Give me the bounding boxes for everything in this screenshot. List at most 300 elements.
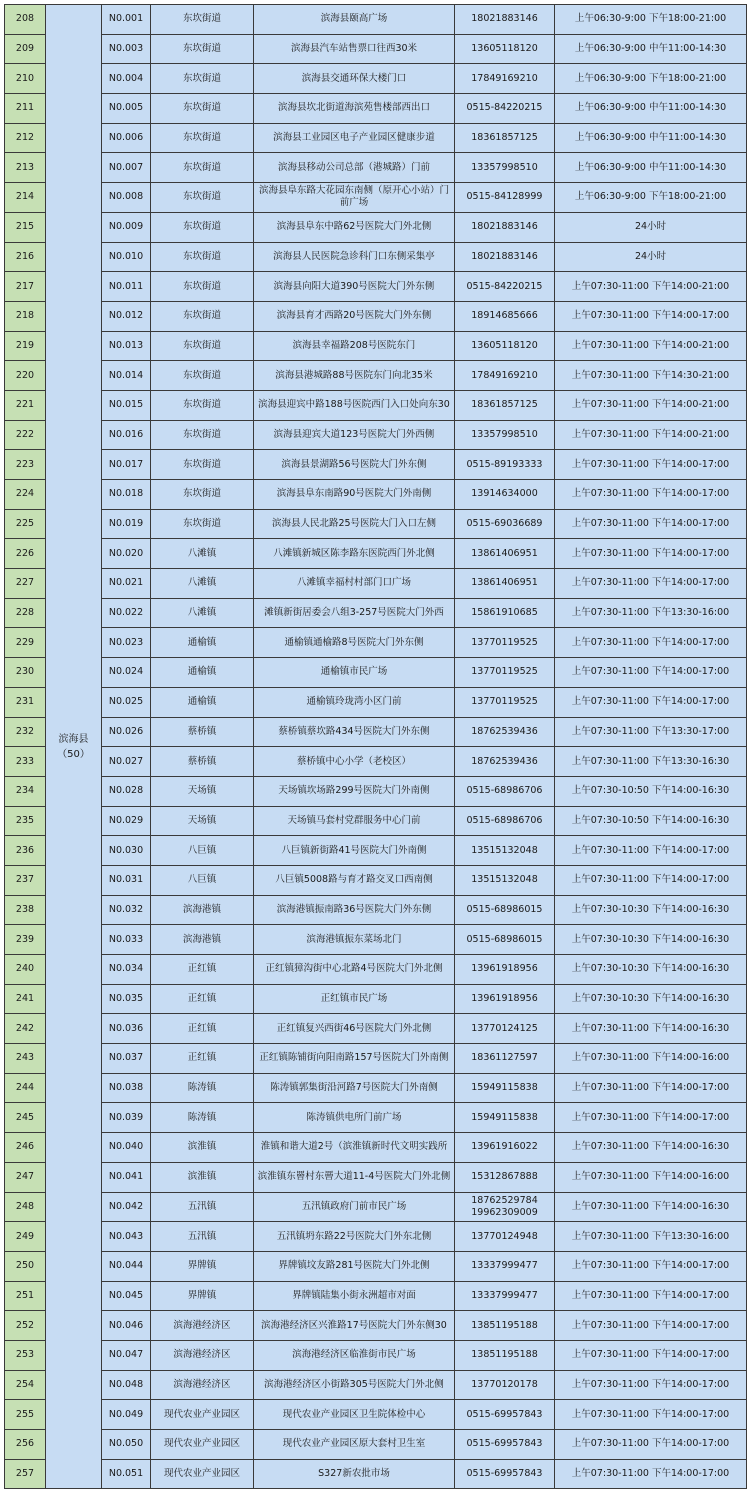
hours-cell: 上午07:30-11:00 下午14:00-17:00 <box>555 865 747 895</box>
phone-cell: 15861910685 <box>455 598 555 628</box>
town-cell: 现代农业产业园区 <box>151 1459 254 1489</box>
phone-cell: 13961916022 <box>455 1133 555 1163</box>
hours-cell: 上午07:30-11:00 下午14:00-17:00 <box>555 628 747 658</box>
site-address-cell: 现代农业产业园区原大套村卫生室 <box>254 1430 455 1460</box>
site-address-cell: 界牌镇陆集小街永洲超市对面 <box>254 1281 455 1311</box>
town-cell: 天场镇 <box>151 806 254 836</box>
row-index-cell: 213 <box>5 153 46 183</box>
table-row <box>5 747 747 777</box>
town-cell: 正红镇 <box>151 1014 254 1044</box>
table-row <box>5 955 747 985</box>
hours-cell: 上午07:30-11:00 下午14:00-17:00 <box>555 658 747 688</box>
town-cell: 东坎街道 <box>151 480 254 510</box>
site-code-cell: N0.042 <box>102 1192 151 1222</box>
site-code-cell: N0.043 <box>102 1222 151 1252</box>
row-index-cell: 248 <box>5 1192 46 1222</box>
hours-cell: 上午07:30-11:00 下午14:00-17:00 <box>555 1103 747 1133</box>
site-code-cell: N0.004 <box>102 64 151 94</box>
town-cell: 现代农业产业园区 <box>151 1430 254 1460</box>
site-address-cell: 滩镇新街居委会八组3-257号医院大门外西 <box>254 598 455 628</box>
site-code-cell: N0.035 <box>102 984 151 1014</box>
town-cell: 东坎街道 <box>151 390 254 420</box>
row-index-cell: 255 <box>5 1400 46 1430</box>
table-row <box>5 480 747 510</box>
table-body <box>5 5 747 1489</box>
row-index-cell: 234 <box>5 776 46 806</box>
sampling-site-table-container <box>4 4 746 1489</box>
row-index-cell: 233 <box>5 747 46 777</box>
table-row <box>5 687 747 717</box>
site-code-cell: N0.027 <box>102 747 151 777</box>
county-name: 滨海县 <box>58 733 89 745</box>
phone-cell: 13961918956 <box>455 955 555 985</box>
site-address-cell: 滨海县港城路88号医院东门向北35米 <box>254 361 455 391</box>
site-code-cell: N0.011 <box>102 272 151 302</box>
site-address-cell: 滨海县幸福路208号医院东门 <box>254 331 455 361</box>
hours-cell: 上午07:30-11:00 下午14:00-17:00 <box>555 1430 747 1460</box>
site-address-cell: 八滩镇新城区陈李路东医院西门外北侧 <box>254 539 455 569</box>
table-row <box>5 1222 747 1252</box>
table-row <box>5 64 747 94</box>
table-row <box>5 836 747 866</box>
hours-cell: 上午07:30-11:00 下午14:00-16:30 <box>555 1014 747 1044</box>
row-index-cell: 240 <box>5 955 46 985</box>
hours-cell: 上午07:30-11:00 下午14:00-17:00 <box>555 1340 747 1370</box>
table-row <box>5 153 747 183</box>
site-address-cell: 通榆镇市民广场 <box>254 658 455 688</box>
town-cell: 陈涛镇 <box>151 1073 254 1103</box>
phone-cell: 15949115838 <box>455 1103 555 1133</box>
phone-cell: 13515132048 <box>455 865 555 895</box>
phone-cell: 0515-69957843 <box>455 1400 555 1430</box>
town-cell: 陈涛镇 <box>151 1103 254 1133</box>
table-row <box>5 34 747 64</box>
table-row <box>5 598 747 628</box>
phone-cell: 0515-84220215 <box>455 272 555 302</box>
phone-cell: 18361857125 <box>455 390 555 420</box>
hours-cell: 24小时 <box>555 212 747 242</box>
site-code-cell: N0.006 <box>102 123 151 153</box>
town-cell: 东坎街道 <box>151 212 254 242</box>
site-code-cell: N0.036 <box>102 1014 151 1044</box>
site-address-cell: 滨海港经济区小街路305号医院大门外北侧 <box>254 1370 455 1400</box>
site-code-cell: N0.045 <box>102 1281 151 1311</box>
site-code-cell: N0.007 <box>102 153 151 183</box>
hours-cell: 上午07:30-11:00 下午14:00-17:00 <box>555 1400 747 1430</box>
site-address-cell: 通榆镇玲珑湾小区门前 <box>254 687 455 717</box>
site-code-cell: N0.019 <box>102 509 151 539</box>
table-row <box>5 569 747 599</box>
site-address-cell: 正红镇陈铺街向阳南路157号医院大门外南侧 <box>254 1044 455 1074</box>
site-address-cell: 界牌镇坟友路281号医院大门外北侧 <box>254 1251 455 1281</box>
town-cell: 现代农业产业园区 <box>151 1400 254 1430</box>
table-row <box>5 1430 747 1460</box>
site-address-cell: 滨海县向阳大道390号医院大门外东侧 <box>254 272 455 302</box>
row-index-cell: 210 <box>5 64 46 94</box>
site-code-cell: N0.018 <box>102 480 151 510</box>
site-code-cell: N0.048 <box>102 1370 151 1400</box>
town-cell: 滨海港经济区 <box>151 1311 254 1341</box>
town-cell: 正红镇 <box>151 1044 254 1074</box>
table-row <box>5 1281 747 1311</box>
hours-cell: 24小时 <box>555 242 747 272</box>
row-index-cell: 221 <box>5 390 46 420</box>
hours-cell: 上午07:30-11:00 下午14:00-21:00 <box>555 390 747 420</box>
table-row <box>5 1251 747 1281</box>
phone-cell: 13770120178 <box>455 1370 555 1400</box>
site-address-cell: 滨海县人民医院急诊科门口东侧采集亭 <box>254 242 455 272</box>
site-code-cell: N0.033 <box>102 925 151 955</box>
table-row <box>5 984 747 1014</box>
row-index-cell: 230 <box>5 658 46 688</box>
hours-cell: 上午07:30-11:00 下午13:30-16:00 <box>555 1222 747 1252</box>
table-row <box>5 361 747 391</box>
hours-cell: 上午07:30-11:00 下午14:00-16:00 <box>555 1162 747 1192</box>
table-row <box>5 1370 747 1400</box>
town-cell: 滨海港经济区 <box>151 1370 254 1400</box>
site-code-cell: N0.040 <box>102 1133 151 1163</box>
hours-cell: 上午07:30-11:00 下午14:00-17:00 <box>555 1281 747 1311</box>
hours-cell: 上午07:30-11:00 下午14:30-21:00 <box>555 361 747 391</box>
town-cell: 东坎街道 <box>151 272 254 302</box>
phone-cell: 18762539436 <box>455 717 555 747</box>
town-cell: 东坎街道 <box>151 64 254 94</box>
phone-cell: 0515-69957843 <box>455 1430 555 1460</box>
town-cell: 界牌镇 <box>151 1281 254 1311</box>
site-code-cell: N0.050 <box>102 1430 151 1460</box>
town-cell: 东坎街道 <box>151 183 254 213</box>
site-address-cell: 滨海县汽车站售票口往西30米 <box>254 34 455 64</box>
town-cell: 八滩镇 <box>151 539 254 569</box>
site-code-cell: N0.049 <box>102 1400 151 1430</box>
hours-cell: 上午07:30-11:00 下午14:00-16:00 <box>555 1044 747 1074</box>
phone-cell: 17849169210 <box>455 64 555 94</box>
phone-cell: 13605118120 <box>455 34 555 64</box>
site-code-cell: N0.037 <box>102 1044 151 1074</box>
phone-cell: 13770119525 <box>455 658 555 688</box>
hours-cell: 上午06:30-9:00 中午11:00-14:30 <box>555 94 747 124</box>
phone-cell: 0515-84128999 <box>455 183 555 213</box>
site-code-cell: N0.003 <box>102 34 151 64</box>
row-index-cell: 236 <box>5 836 46 866</box>
phone-cell: 18914685666 <box>455 301 555 331</box>
hours-cell: 上午07:30-11:00 下午14:00-21:00 <box>555 420 747 450</box>
site-address-cell: 八滩镇幸福村村部门口广场 <box>254 569 455 599</box>
hours-cell: 上午07:30-11:00 下午14:00-17:00 <box>555 301 747 331</box>
town-cell: 八滩镇 <box>151 569 254 599</box>
town-cell: 滨淮镇 <box>151 1133 254 1163</box>
site-address-cell: 蔡桥镇蔡坎路434号医院大门外东侧 <box>254 717 455 747</box>
hours-cell: 上午07:30-11:00 下午14:00-17:00 <box>555 509 747 539</box>
phone-cell: 13851195188 <box>455 1311 555 1341</box>
table-row <box>5 1133 747 1163</box>
row-index-cell: 250 <box>5 1251 46 1281</box>
phone-cell: 13961918956 <box>455 984 555 1014</box>
hours-cell: 上午07:30-11:00 下午14:00-17:00 <box>555 450 747 480</box>
site-code-cell: N0.046 <box>102 1311 151 1341</box>
phone-cell: 13337999477 <box>455 1251 555 1281</box>
town-cell: 东坎街道 <box>151 94 254 124</box>
table-row <box>5 717 747 747</box>
site-address-cell: 陈涛镇郭集街沿河路7号医院大门外南侧 <box>254 1073 455 1103</box>
site-code-cell: N0.044 <box>102 1251 151 1281</box>
site-address-cell: 滨海港镇振南路36号医院大门外东侧 <box>254 895 455 925</box>
phone-cell: 13357998510 <box>455 420 555 450</box>
table-row <box>5 539 747 569</box>
phone-cell: 0515-68986706 <box>455 806 555 836</box>
phone-cell: 17849169210 <box>455 361 555 391</box>
row-index-cell: 239 <box>5 925 46 955</box>
phone-cell: 13861406951 <box>455 539 555 569</box>
town-cell: 八巨镇 <box>151 865 254 895</box>
row-index-cell: 227 <box>5 569 46 599</box>
hours-cell: 上午07:30-11:00 下午14:00-17:00 <box>555 836 747 866</box>
hours-cell: 上午07:30-11:00 下午14:00-16:30 <box>555 1192 747 1222</box>
table-row <box>5 1340 747 1370</box>
row-index-cell: 208 <box>5 5 46 35</box>
site-code-cell: N0.016 <box>102 420 151 450</box>
site-address-cell: 滨海县阜东路大花园东南侧（原开心小站）门前广场 <box>254 183 455 213</box>
table-row <box>5 272 747 302</box>
hours-cell: 上午07:30-11:00 下午14:00-21:00 <box>555 331 747 361</box>
town-cell: 东坎街道 <box>151 153 254 183</box>
site-address-cell: 蔡桥镇中心小学（老校区） <box>254 747 455 777</box>
phone-cell: 0515-69036689 <box>455 509 555 539</box>
town-cell: 东坎街道 <box>151 331 254 361</box>
phone-cell: 18762539436 <box>455 747 555 777</box>
site-code-cell: N0.013 <box>102 331 151 361</box>
row-index-cell: 244 <box>5 1073 46 1103</box>
row-index-cell: 215 <box>5 212 46 242</box>
hours-cell: 上午07:30-11:00 下午14:00-17:00 <box>555 1311 747 1341</box>
town-cell: 滨海港镇 <box>151 895 254 925</box>
row-index-cell: 246 <box>5 1133 46 1163</box>
row-index-cell: 214 <box>5 183 46 213</box>
town-cell: 东坎街道 <box>151 5 254 35</box>
row-index-cell: 253 <box>5 1340 46 1370</box>
site-code-cell: N0.025 <box>102 687 151 717</box>
town-cell: 八滩镇 <box>151 598 254 628</box>
hours-cell: 上午07:30-11:00 下午14:00-17:00 <box>555 569 747 599</box>
table-row <box>5 1044 747 1074</box>
site-code-cell: N0.023 <box>102 628 151 658</box>
phone-cell: 0515-68986015 <box>455 895 555 925</box>
town-cell: 通榆镇 <box>151 687 254 717</box>
phone-cell: 18021883146 <box>455 5 555 35</box>
phone-cell: 0515-68986015 <box>455 925 555 955</box>
row-index-cell: 242 <box>5 1014 46 1044</box>
table-row <box>5 94 747 124</box>
town-cell: 通榆镇 <box>151 658 254 688</box>
phone-cell: 18361857125 <box>455 123 555 153</box>
table-row <box>5 658 747 688</box>
hours-cell: 上午07:30-11:00 下午14:00-17:00 <box>555 480 747 510</box>
phone-cell: 13515132048 <box>455 836 555 866</box>
table-row <box>5 925 747 955</box>
row-index-cell: 225 <box>5 509 46 539</box>
row-index-cell: 247 <box>5 1162 46 1192</box>
hours-cell: 上午07:30-11:00 下午13:30-16:30 <box>555 747 747 777</box>
town-cell: 东坎街道 <box>151 242 254 272</box>
phone-cell: 15312867888 <box>455 1162 555 1192</box>
site-address-cell: S327新农批市场 <box>254 1459 455 1489</box>
site-address-cell: 滨海县颐高广场 <box>254 5 455 35</box>
row-index-cell: 218 <box>5 301 46 331</box>
town-cell: 通榆镇 <box>151 628 254 658</box>
town-cell: 正红镇 <box>151 955 254 985</box>
phone-cell: 13357998510 <box>455 153 555 183</box>
row-index-cell: 231 <box>5 687 46 717</box>
phone-cell: 13337999477 <box>455 1281 555 1311</box>
site-address-cell: 淮镇和谐大道2号（滨淮镇新时代文明实践所 <box>254 1133 455 1163</box>
town-cell: 八巨镇 <box>151 836 254 866</box>
site-code-cell: N0.009 <box>102 212 151 242</box>
row-index-cell: 237 <box>5 865 46 895</box>
hours-cell: 上午06:30-9:00 中午11:00-14:30 <box>555 123 747 153</box>
row-index-cell: 216 <box>5 242 46 272</box>
row-index-cell: 212 <box>5 123 46 153</box>
hours-cell: 上午06:30-9:00 下午18:00-21:00 <box>555 64 747 94</box>
row-index-cell: 228 <box>5 598 46 628</box>
site-address-cell: 滨海县景湖路56号医院大门外东侧 <box>254 450 455 480</box>
phone-cell: 13605118120 <box>455 331 555 361</box>
table-row <box>5 123 747 153</box>
hours-cell: 上午07:30-11:00 下午13:30-17:00 <box>555 717 747 747</box>
site-code-cell: N0.020 <box>102 539 151 569</box>
table-row <box>5 1073 747 1103</box>
site-code-cell: N0.001 <box>102 5 151 35</box>
site-address-cell: 天场镇坎场路299号医院大门外南侧 <box>254 776 455 806</box>
site-code-cell: N0.026 <box>102 717 151 747</box>
town-cell: 东坎街道 <box>151 34 254 64</box>
hours-cell: 上午07:30-11:00 下午13:30-16:00 <box>555 598 747 628</box>
phone-cell: 13770119525 <box>455 687 555 717</box>
hours-cell: 上午07:30-11:00 下午14:00-17:00 <box>555 1370 747 1400</box>
row-index-cell: 254 <box>5 1370 46 1400</box>
hours-cell: 上午06:30-9:00 中午11:00-14:30 <box>555 153 747 183</box>
phone-cell: 18021883146 <box>455 242 555 272</box>
row-index-cell: 241 <box>5 984 46 1014</box>
site-address-cell: 滨海县迎宾大道123号医院大门外西侧 <box>254 420 455 450</box>
town-cell: 东坎街道 <box>151 450 254 480</box>
site-address-cell: 现代农业产业园区卫生院体检中心 <box>254 1400 455 1430</box>
phone-cell: 13851195188 <box>455 1340 555 1370</box>
site-address-cell: 滨海县交通环保大楼门口 <box>254 64 455 94</box>
phone-cell: 0515-84220215 <box>455 94 555 124</box>
phone-cell: 0515-69957843 <box>455 1459 555 1489</box>
row-index-cell: 257 <box>5 1459 46 1489</box>
phone-cell: 18021883146 <box>455 212 555 242</box>
phone-cell: 0515-68986706 <box>455 776 555 806</box>
phone-cell <box>455 1192 555 1222</box>
table-row <box>5 1014 747 1044</box>
row-index-cell: 232 <box>5 717 46 747</box>
site-address-cell: 滨海县阜东南路90号医院大门外南侧 <box>254 480 455 510</box>
site-address-cell: 五汛镇政府门前市民广场 <box>254 1192 455 1222</box>
row-index-cell: 235 <box>5 806 46 836</box>
site-code-cell: N0.041 <box>102 1162 151 1192</box>
site-code-cell: N0.030 <box>102 836 151 866</box>
row-index-cell: 243 <box>5 1044 46 1074</box>
table-row <box>5 242 747 272</box>
town-cell: 蔡桥镇 <box>151 717 254 747</box>
site-code-cell: N0.012 <box>102 301 151 331</box>
site-address-cell: 通榆镇通榆路8号医院大门外东侧 <box>254 628 455 658</box>
hours-cell: 上午07:30-11:00 下午14:00-21:00 <box>555 272 747 302</box>
table-row <box>5 1162 747 1192</box>
hours-cell: 上午07:30-11:00 下午14:00-17:00 <box>555 1073 747 1103</box>
hours-cell: 上午06:30-9:00 下午18:00-21:00 <box>555 183 747 213</box>
row-index-cell: 219 <box>5 331 46 361</box>
site-code-cell: N0.034 <box>102 955 151 985</box>
table-row <box>5 212 747 242</box>
phone-cell: 0515-89193333 <box>455 450 555 480</box>
site-address-cell: 天场镇马套村党群服务中心门前 <box>254 806 455 836</box>
site-code-cell: N0.005 <box>102 94 151 124</box>
phone-cell: 13770124125 <box>455 1014 555 1044</box>
table-row <box>5 806 747 836</box>
site-code-cell: N0.022 <box>102 598 151 628</box>
site-address-cell: 正红镇獐沟街中心北路4号医院大门外北侧 <box>254 955 455 985</box>
table-row <box>5 1459 747 1489</box>
town-cell: 东坎街道 <box>151 361 254 391</box>
site-code-cell: N0.014 <box>102 361 151 391</box>
row-index-cell: 251 <box>5 1281 46 1311</box>
row-index-cell: 220 <box>5 361 46 391</box>
town-cell: 五汛镇 <box>151 1192 254 1222</box>
hours-cell: 上午06:30-9:00 下午18:00-21:00 <box>555 5 747 35</box>
hours-cell: 上午07:30-11:00 下午14:00-17:00 <box>555 1459 747 1489</box>
town-cell: 蔡桥镇 <box>151 747 254 777</box>
row-index-cell: 245 <box>5 1103 46 1133</box>
table-row <box>5 301 747 331</box>
phone-line: 18762529784 <box>471 1194 538 1206</box>
site-address-cell: 滨海县育才西路20号医院大门外东侧 <box>254 301 455 331</box>
site-code-cell: N0.032 <box>102 895 151 925</box>
hours-cell: 上午07:30-10:50 下午14:00-16:30 <box>555 806 747 836</box>
row-index-cell: 209 <box>5 34 46 64</box>
county-cell <box>46 5 102 1489</box>
town-cell: 五汛镇 <box>151 1222 254 1252</box>
site-code-cell: N0.028 <box>102 776 151 806</box>
row-index-cell: 224 <box>5 480 46 510</box>
phone-cell: 13770124948 <box>455 1222 555 1252</box>
hours-cell: 上午07:30-10:30 下午14:00-16:30 <box>555 895 747 925</box>
row-index-cell: 222 <box>5 420 46 450</box>
site-address-cell: 滨海港经济区兴淮路17号医院大门外东侧30 <box>254 1311 455 1341</box>
town-cell: 东坎街道 <box>151 301 254 331</box>
table-row <box>5 1192 747 1222</box>
row-index-cell: 238 <box>5 895 46 925</box>
site-address-cell: 滨海县人民北路25号医院大门入口左侧 <box>254 509 455 539</box>
table-row <box>5 776 747 806</box>
row-index-cell: 217 <box>5 272 46 302</box>
row-index-cell: 226 <box>5 539 46 569</box>
table-row <box>5 420 747 450</box>
table-row <box>5 628 747 658</box>
row-index-cell: 249 <box>5 1222 46 1252</box>
site-code-cell: N0.031 <box>102 865 151 895</box>
site-address-cell: 正红镇市民广场 <box>254 984 455 1014</box>
hours-cell: 上午07:30-11:00 下午14:00-16:30 <box>555 1133 747 1163</box>
phone-cell: 13770119525 <box>455 628 555 658</box>
site-code-cell: N0.010 <box>102 242 151 272</box>
table-row <box>5 5 747 35</box>
row-index-cell: 223 <box>5 450 46 480</box>
table-row <box>5 390 747 420</box>
hours-cell: 上午07:30-11:00 下午14:00-17:00 <box>555 539 747 569</box>
table-row <box>5 865 747 895</box>
